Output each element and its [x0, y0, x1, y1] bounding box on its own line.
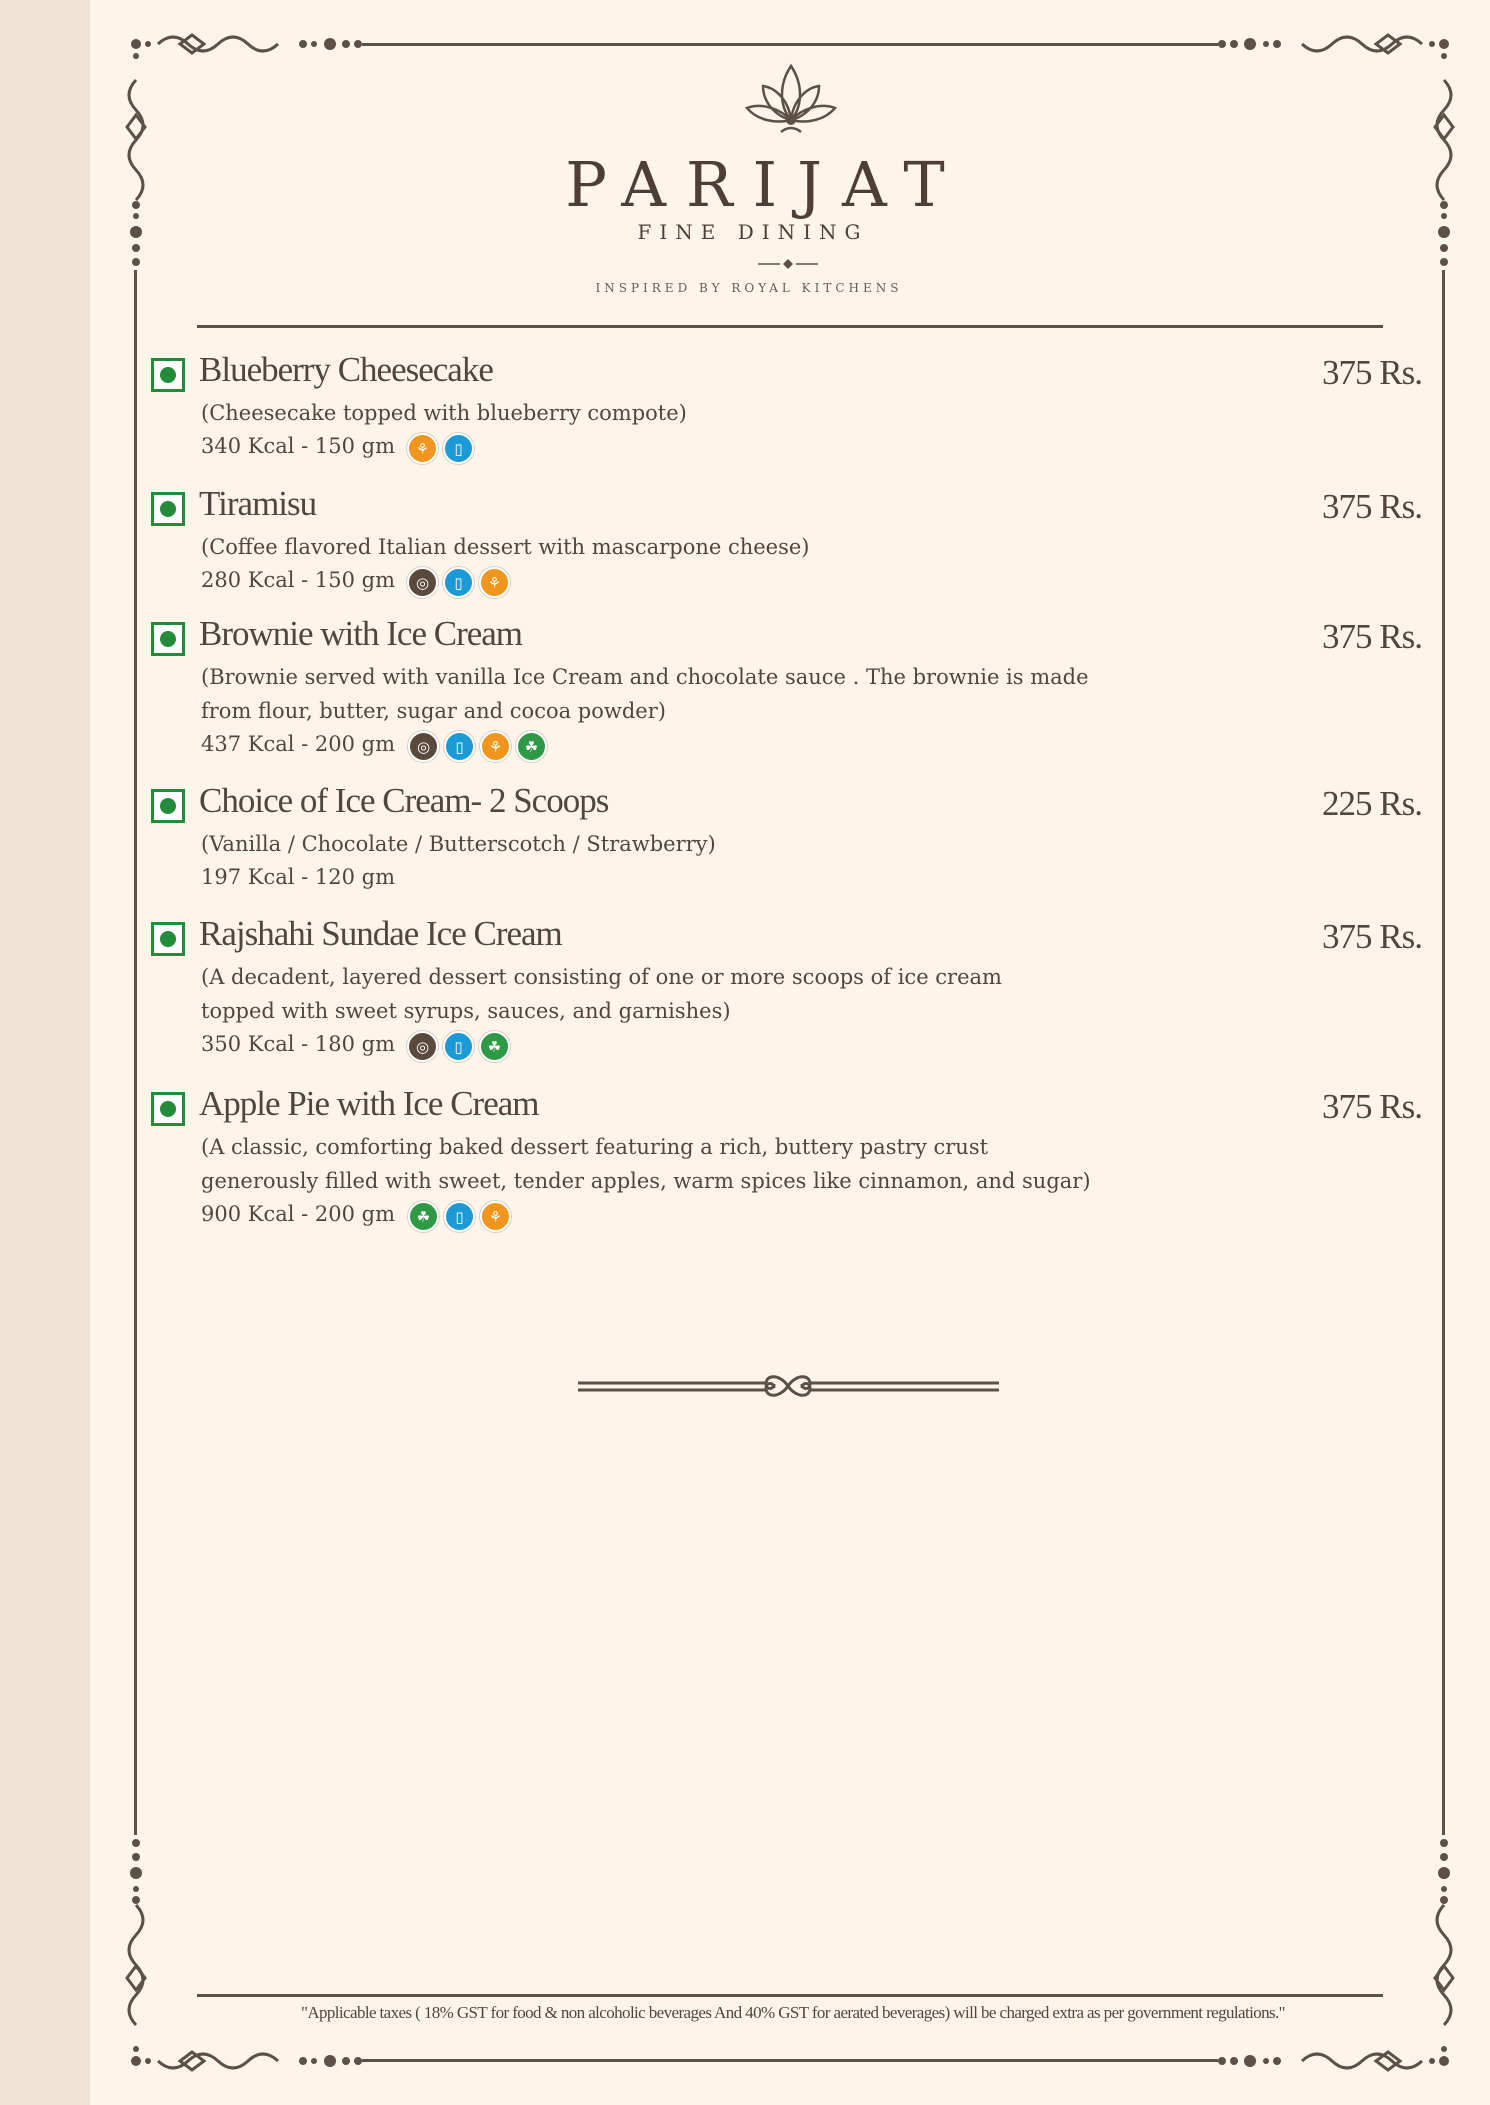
item-name: Tiramisu: [199, 484, 317, 523]
wheat-icon: ⚘: [480, 731, 511, 762]
item-calories-weight: 437 Kcal - 200 gm: [201, 732, 396, 756]
veg-mark-icon: [151, 789, 185, 823]
item-calories-weight: 280 Kcal - 150 gm: [201, 568, 396, 592]
vegan-icon: ☘: [408, 1201, 439, 1232]
milk-icon: ▯: [444, 1201, 475, 1232]
item-description-line2: topped with sweet syrups, sauces, and garnishes): [201, 999, 731, 1023]
item-name: Brownie with Ice Cream: [199, 614, 523, 653]
item-description: (Vanilla / Chocolate / Butterscotch / Strawberry): [201, 832, 716, 856]
item-name: Rajshahi Sundae Ice Cream: [199, 914, 562, 953]
header-divider-ornament: [758, 258, 818, 270]
item-name: Apple Pie with Ice Cream: [199, 1084, 539, 1123]
allergen-icons: [408, 731, 547, 762]
nut-icon: ◎: [407, 1031, 438, 1062]
lotus-logo-icon: [741, 58, 841, 142]
brand-subtitle: FINE DINING: [637, 220, 869, 244]
corner-ornament-bottom-right: [1212, 1835, 1462, 2085]
item-description-line2: from flour, butter, sugar and cocoa powder): [201, 699, 666, 723]
item-calories-weight: 350 Kcal - 180 gm: [201, 1032, 396, 1056]
milk-icon: ▯: [444, 731, 475, 762]
item-description-line1: (A decadent, layered dessert consisting of one or more scoops of ice cream: [201, 965, 1002, 989]
wheat-icon: ⚘: [407, 433, 438, 464]
brand-name: PARIJAT: [565, 148, 965, 221]
item-description-line1: (A classic, comforting baked dessert featuring a rich, buttery pastry crust: [201, 1135, 989, 1159]
border-top-line: [362, 43, 1218, 46]
item-description-line1: (Brownie served with vanilla Ice Cream and chocolate sauce . The brownie is made: [201, 665, 1089, 689]
vegan-icon: ☘: [479, 1031, 510, 1062]
milk-icon: ▯: [443, 1031, 474, 1062]
item-calories-weight: 900 Kcal - 200 gm: [201, 1202, 396, 1226]
nut-icon: ◎: [408, 731, 439, 762]
item-description-line2: generously filled with sweet, tender apples, warm spices like cinnamon, and sugar): [201, 1169, 1091, 1193]
milk-icon: ▯: [443, 433, 474, 464]
item-price: 375 Rs.: [1322, 1087, 1422, 1126]
veg-mark-icon: [151, 492, 185, 526]
left-margin-strip: [0, 0, 90, 2105]
item-calories-weight: 197 Kcal - 120 gm: [201, 865, 396, 889]
veg-mark-icon: [151, 922, 185, 956]
corner-ornament-bottom-left: [118, 1835, 368, 2085]
tax-note: "Applicable taxes ( 18% GST for food & non alcoholic beverages And 40% GST for aerated beverages) will be charged extra as per government regulations.": [300, 2003, 1286, 2022]
vegan-icon: ☘: [516, 731, 547, 762]
veg-mark-icon: [151, 358, 185, 392]
item-name: Blueberry Cheesecake: [199, 350, 493, 389]
item-price: 375 Rs.: [1322, 353, 1422, 392]
section-divider-ornament: [576, 1367, 1001, 1407]
border-right-line: [1442, 270, 1445, 1835]
brand-tagline: INSPIRED BY ROYAL KITCHENS: [595, 281, 903, 295]
item-price: 225 Rs.: [1322, 784, 1422, 823]
wheat-icon: ⚘: [480, 1201, 511, 1232]
item-name: Choice of Ice Cream- 2 Scoops: [199, 781, 609, 820]
item-price: 375 Rs.: [1322, 617, 1422, 656]
item-description: (Cheesecake topped with blueberry compote): [201, 401, 687, 425]
item-description: (Coffee flavored Italian dessert with mascarpone cheese): [201, 535, 810, 559]
header-rule: [197, 325, 1383, 328]
border-bottom-line: [362, 2059, 1218, 2062]
veg-mark-icon: [151, 622, 185, 656]
wheat-icon: ⚘: [479, 567, 510, 598]
border-left-line: [134, 270, 137, 1835]
footer-rule: [197, 1994, 1383, 1997]
veg-mark-icon: [151, 1092, 185, 1126]
allergen-icons: [407, 567, 510, 598]
allergen-icons: [408, 1201, 511, 1232]
item-price: 375 Rs.: [1322, 487, 1422, 526]
item-calories-weight: 340 Kcal - 150 gm: [201, 434, 396, 458]
item-price: 375 Rs.: [1322, 917, 1422, 956]
allergen-icons: [407, 433, 474, 464]
nut-icon: ◎: [407, 567, 438, 598]
milk-icon: ▯: [443, 567, 474, 598]
allergen-icons: [407, 1031, 510, 1062]
